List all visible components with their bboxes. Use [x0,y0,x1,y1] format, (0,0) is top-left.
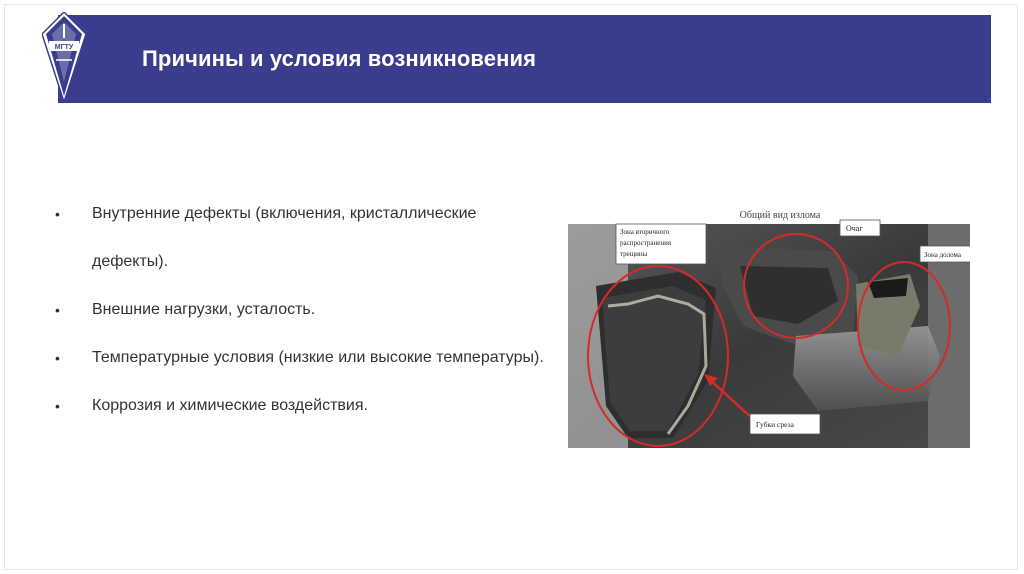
label-secondary-zone-3: трещины [620,250,648,258]
bullet-text: Коррозия и химические воздействия. [92,397,368,414]
figure-caption: Общий вид излома [739,210,821,221]
list-item [55,334,545,382]
label-secondary-zone-2: распространения [620,239,672,247]
label-origin: Очаг [846,224,863,233]
list-item [55,286,545,334]
bullet-text: Внешние нагрузки, усталость. [92,301,316,318]
list-item [55,382,545,430]
list-item [55,190,545,286]
bullet-text: Температурные условия (низкие или высокие температуры). [92,349,544,366]
university-logo-icon [42,12,86,102]
label-secondary-zone-1: Зона вторичного [620,228,670,236]
bullet-icon: • [55,398,60,414]
bullet-icon: • [55,302,60,318]
label-final-fracture: Зона долома [924,251,961,259]
page-title: Причины и условия возникновения [142,46,537,71]
bullet-text: Внутренние дефекты (включения, кристаллические дефекты). [92,205,477,270]
fracture-figure [568,206,970,448]
bullet-list [55,190,545,430]
fracture-photo [568,206,970,448]
bullet-icon: • [55,350,60,366]
bullet-icon: • [55,206,60,222]
label-shear-lips: Губки среза [756,420,794,429]
logo-text: МГТУ [54,44,74,51]
